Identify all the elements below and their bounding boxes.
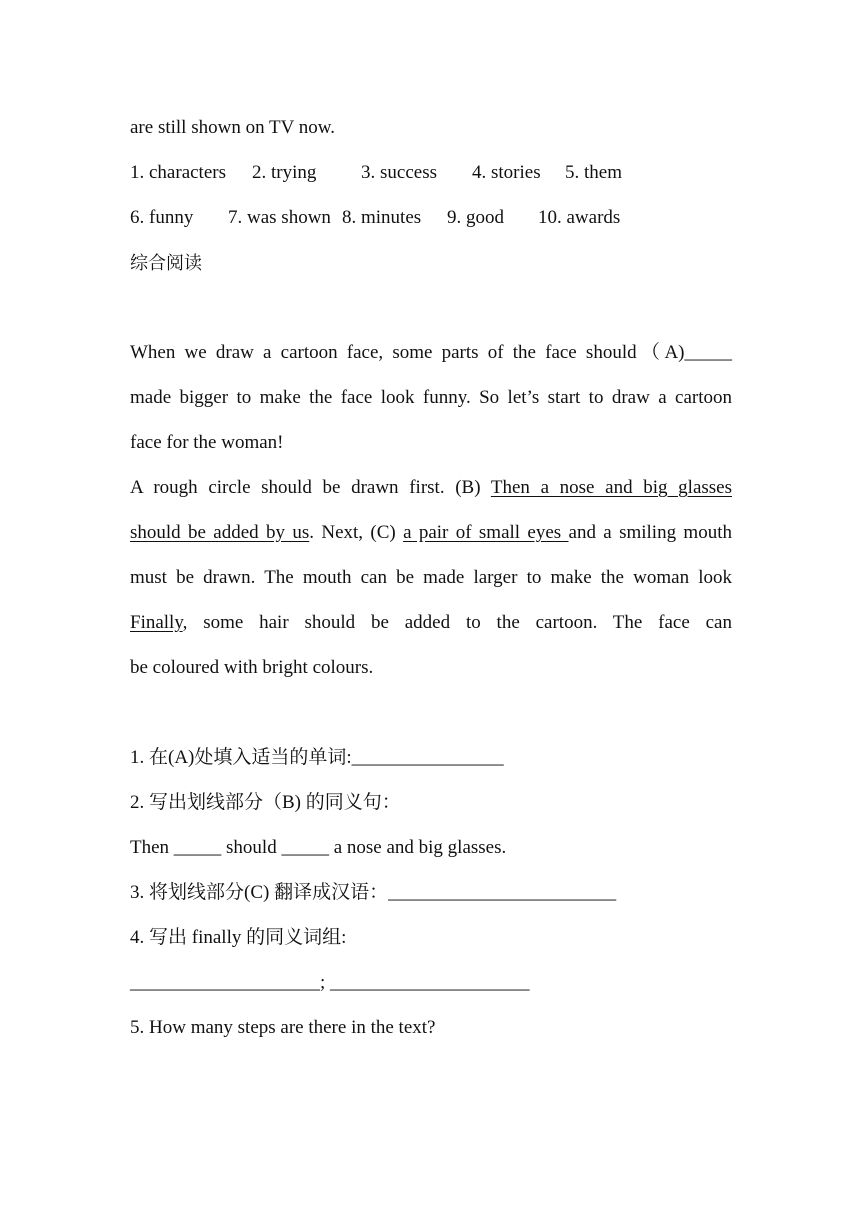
passage-text: A rough circle should be drawn first. (B) <box>130 477 491 498</box>
passage-line-6: must be drawn. The mouth can be made larger to make the woman look <box>130 567 732 588</box>
answer-2: 2. trying <box>252 162 317 183</box>
answer-5: 5. them <box>565 162 622 183</box>
answer-3: 3. success <box>361 162 437 183</box>
passage-line-8: be coloured with bright colours. <box>130 657 374 678</box>
question-2: 2. 写出划线部分（B) 的同义句： <box>130 792 401 813</box>
passage-line-2: made bigger to make the face look funny. So let’s start to draw a cartoon <box>130 387 732 408</box>
answer-6: 6. funny <box>130 207 194 228</box>
question-3: 3. 将划线部分(C) 翻译成汉语：________________________ <box>130 882 617 903</box>
passage-text: , some hair should be added to the cartoon. The face can <box>182 612 732 633</box>
question-2-answer-line: Then _____ should _____ a nose and big glasses. <box>130 837 507 858</box>
answer-1: 1. characters <box>130 162 226 183</box>
question-1: 1. 在(A)处填入适当的单词:________________ <box>130 747 504 768</box>
passage-line-1: When we draw a cartoon face, some parts of the face should（A)_____ <box>130 342 732 363</box>
answer-9: 9. good <box>447 207 504 228</box>
answer-4: 4. stories <box>472 162 541 183</box>
underlined-word-finally: Finally <box>130 612 183 633</box>
answer-7: 7. was shown <box>228 207 331 228</box>
section-title: 综合阅读 <box>130 253 202 274</box>
passage-line-4 <box>130 476 732 500</box>
underlined-sentence-b: Then a nose and big glasses <box>490 477 732 498</box>
answer-8: 8. minutes <box>342 207 422 228</box>
underlined-sentence-b-end: should be added by us <box>130 522 310 543</box>
passage-line-5 <box>130 521 732 545</box>
top-fragment: are still shown on TV now. <box>130 117 335 138</box>
document-page <box>130 0 732 1216</box>
underlined-phrase-c: a pair of small eyes <box>403 522 569 543</box>
passage-text: and a smiling mouth <box>568 522 732 543</box>
passage-line-7 <box>130 611 732 635</box>
answer-10: 10. awards <box>538 207 621 228</box>
question-4-answer-line: ____________________; _____________________ <box>130 972 530 993</box>
question-5: 5. How many steps are there in the text? <box>130 1017 436 1038</box>
passage-text: . Next, (C) <box>309 522 404 543</box>
passage-line-3: face for the woman! <box>130 432 284 453</box>
question-4: 4. 写出 finally 的同义词组: <box>130 927 347 948</box>
